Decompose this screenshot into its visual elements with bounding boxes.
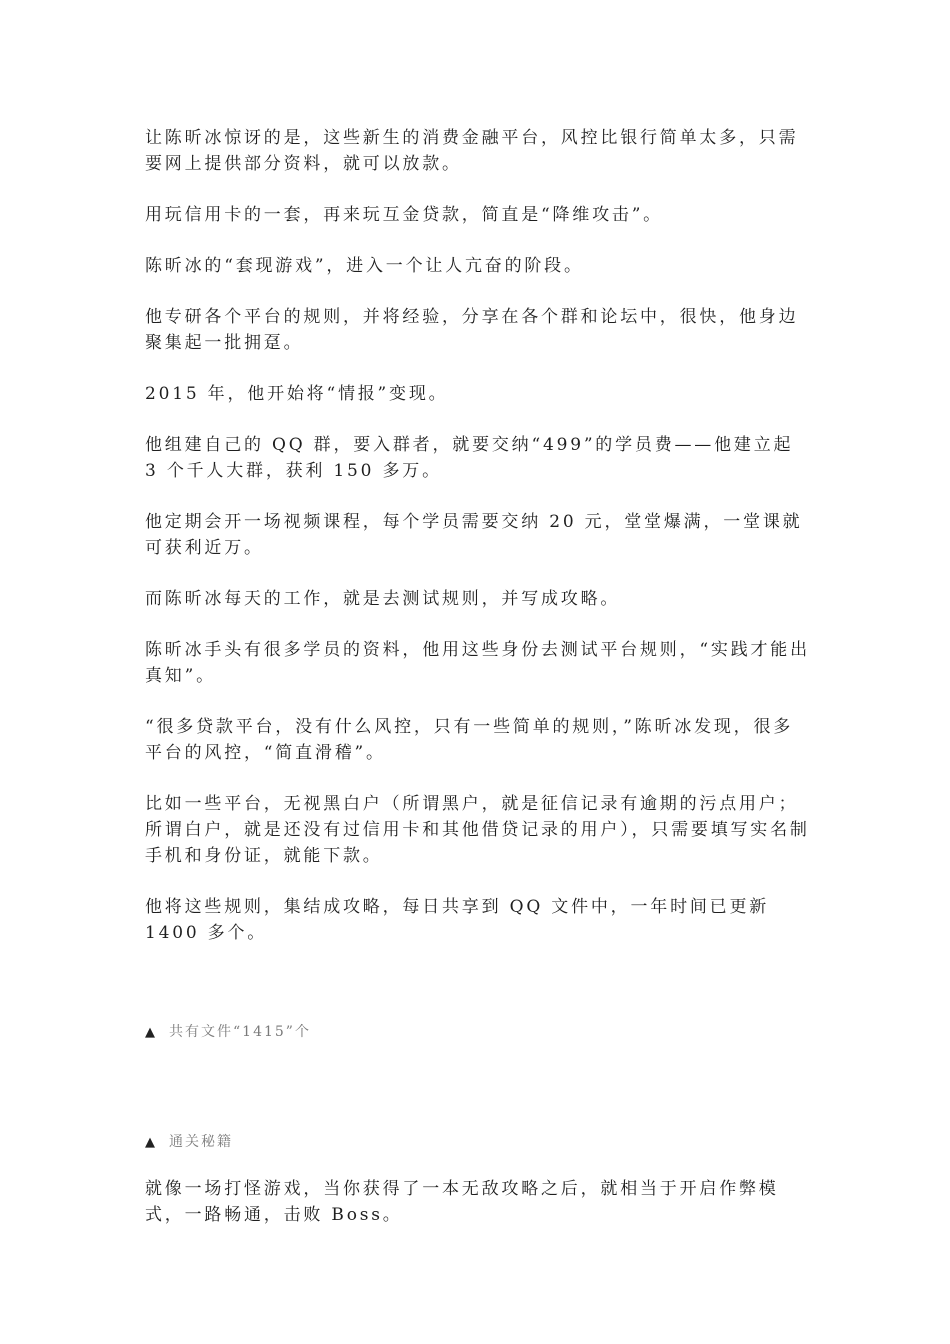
paragraph: 让陈昕冰惊讶的是，这些新生的消费金融平台，风控比银行简单太多，只需要网上提供部分资料，就可以放款。 xyxy=(145,128,799,174)
paragraph: 他组建自己的 QQ 群，要入群者，就要交纳“499”的学员费——他建立起 3 个千人大群，获利 150 多万。 xyxy=(145,435,794,481)
paragraph: 他将这些规则，集结成攻略，每日共享到 QQ 文件中，一年时间已更新 1400 多个。 xyxy=(145,897,770,943)
image-caption-files xyxy=(145,1022,810,1043)
triangle-up-icon: ▲ xyxy=(145,1135,157,1150)
paragraph: 陈昕冰手头有很多学员的资料，他用这些身份去测试平台规则，“实践才能出真知”。 xyxy=(145,640,810,686)
paragraph: 2015 年，他开始将“情报”变现。 xyxy=(145,384,449,404)
caption-text: 共有文件“1415”个 xyxy=(169,1024,311,1040)
caption-text: 通关秘籍 xyxy=(169,1134,233,1150)
paragraph: 他专研各个平台的规则，并将经验，分享在各个群和论坛中，很快，他身边聚集起一批拥趸。 xyxy=(145,307,799,353)
article-body xyxy=(145,125,810,1228)
paragraph: 用玩信用卡的一套，再来玩互金贷款，简直是“降维攻击”。 xyxy=(145,205,663,225)
paragraph: “很多贷款平台，没有什么风控，只有一些简单的规则，”陈昕冰发现，很多平台的风控，“简直滑稽”。 xyxy=(145,717,794,763)
closing-paragraph: 就像一场打怪游戏，当你获得了一本无敌攻略之后，就相当于开启作弊模式，一路畅通，击败 Boss。 xyxy=(145,1179,779,1225)
paragraph: 陈昕冰的“套现游戏”，进入一个让人亢奋的阶段。 xyxy=(145,256,584,276)
triangle-up-icon: ▲ xyxy=(145,1025,157,1040)
image-caption-guide xyxy=(145,1132,810,1153)
paragraph: 他定期会开一场视频课程，每个学员需要交纳 20 元，堂堂爆满，一堂课就可获利近万。 xyxy=(145,512,803,558)
paragraph: 而陈昕冰每天的工作，就是去测试规则，并写成攻略。 xyxy=(145,589,621,609)
paragraph: 比如一些平台，无视黑白户（所谓黑户，就是征信记录有逾期的污点用户；所谓白户，就是还没有过信用卡和其他借贷记录的用户），只需要填写实名制手机和身份证，就能下款。 xyxy=(145,794,810,866)
